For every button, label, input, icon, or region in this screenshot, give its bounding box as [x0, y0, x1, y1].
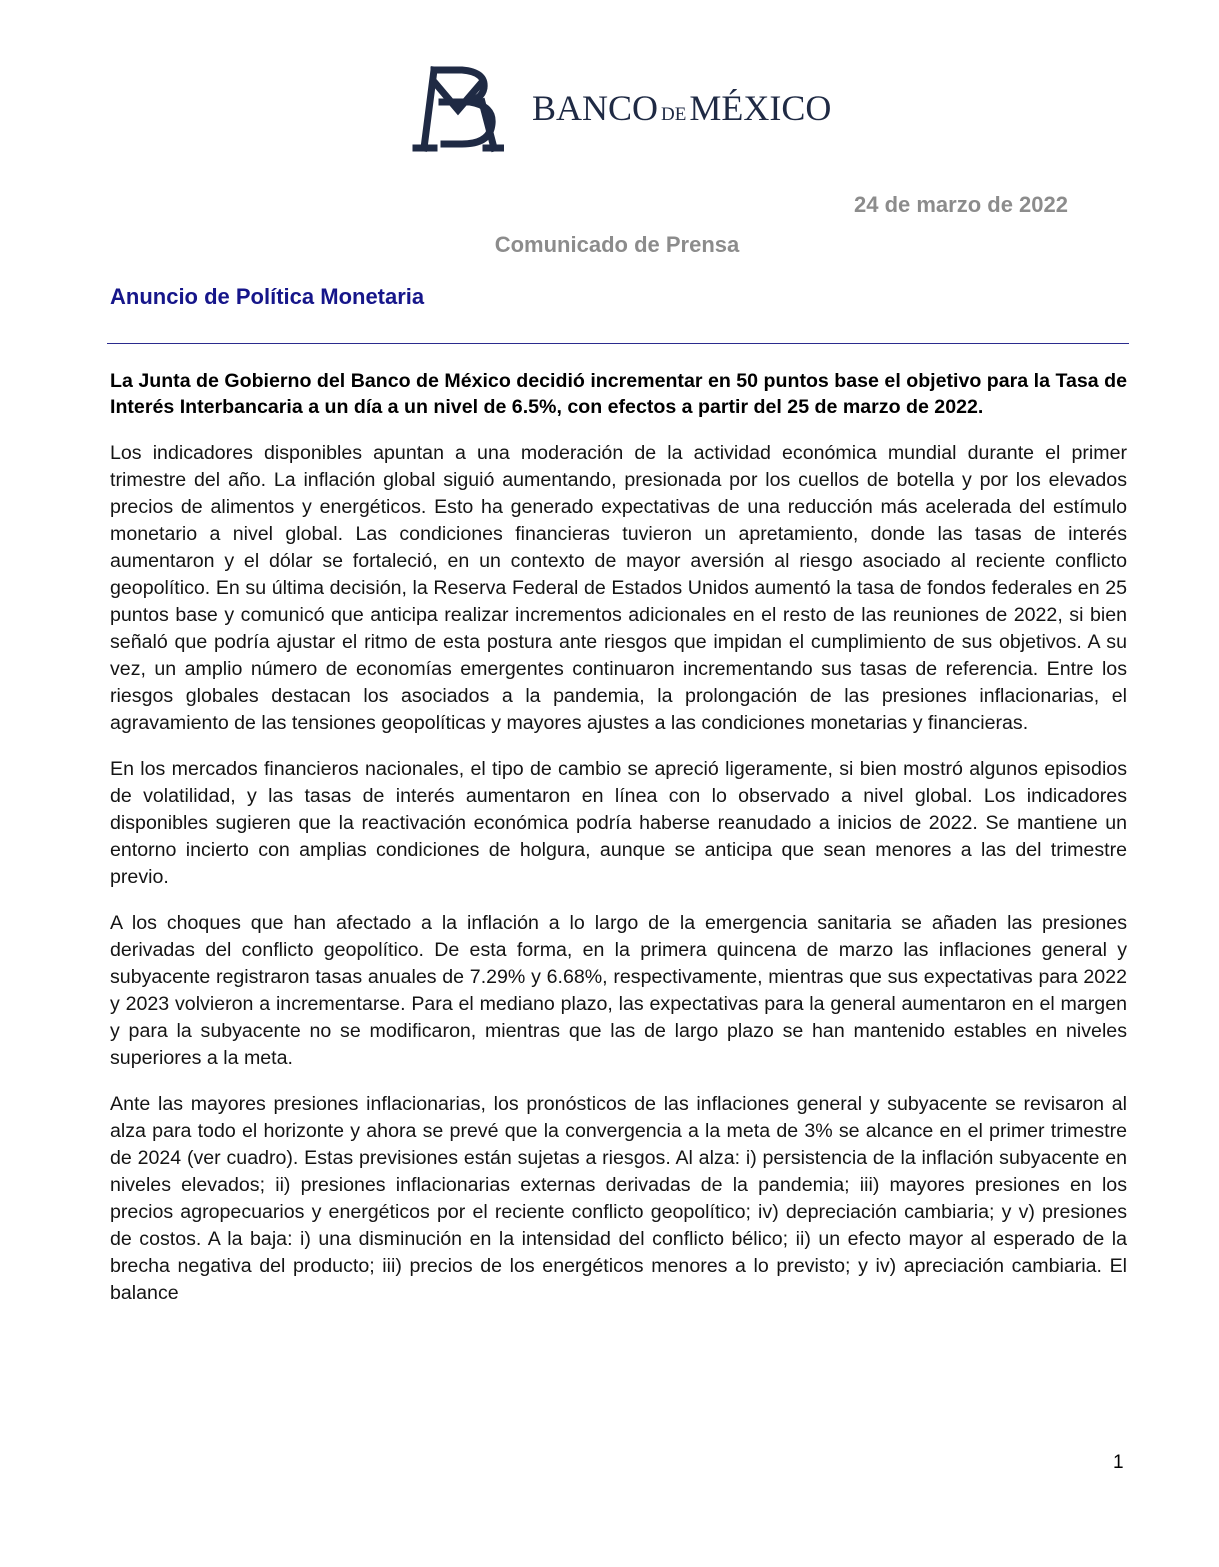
paragraph-forecasts-risks: Ante las mayores presiones inflacionarias, los pronósticos de las inflaciones general y subyacente se revisaron al alza para todo el horizonte y ahora se prevé que la convergencia a la meta de 3% se alcance en el primer trimestre de 2024 (ver cuadro). Estas previsiones están sujetas a riesgos. Al alza: i) persistencia de la inflación subyacente en niveles elevados; ii) presiones inflacionarias externas derivadas de la pandemia; iii) mayores presiones en los precios agropecuarios y energéticos por el reciente conflicto geopolítico; iv) depreciación cambiaria; y v) presiones de costos. A la baja: i) una disminución en la intensidad del conflicto bélico; ii) un efecto mayor al esperado de la brecha negativa del producto; iii) precios de los energéticos menores a lo previsto; y iv) apreciación cambiaria. El balance	[110, 1093, 1127, 1304]
paragraph-inflation: A los choques que han afectado a la inflación a lo largo de la emergencia sanitaria se añaden las presiones derivadas del conflicto geopolítico. De esta forma, en la primera quincena de marzo las inflaciones general y subyacente registraron tasas anuales de 7.29% y 6.68%, respectivamente, mientras que sus expectativas para 2022 y 2023 volvieron a incrementarse. Para el mediano plazo, las expectativas para la general aumentaron en el margen y para la subyacente no se modificaron, mientras que las de largo plazo se han mantenido estables en niveles superiores a la meta.	[110, 912, 1127, 1069]
page-title: Anuncio de Política Monetaria	[110, 284, 425, 309]
bank-name	[532, 87, 831, 129]
paragraph-domestic-markets: En los mercados financieros nacionales, el tipo de cambio se apreció ligeramente, si bien mostró algunos episodios de volatilidad, y las tasas de interés aumentaron en línea con lo observado a nivel global. Los indicadores disponibles sugieren que la reactivación económica podría haberse reanudado a inicios de 2022. Se mantiene un entorno incierto con amplias condiciones de holgura, aunque se anticipa que sean menores a las del trimestre previo.	[110, 758, 1127, 888]
document-type: Comunicado de Prensa	[494, 232, 740, 257]
release-date: 24 de marzo de 2022	[853, 192, 1068, 217]
bank-logo	[412, 62, 831, 154]
bank-name-part1: BANCO	[532, 88, 659, 128]
bank-name-part3: MÉXICO	[689, 88, 832, 128]
document-body	[110, 368, 1127, 1326]
page-number: 1	[1113, 1452, 1124, 1473]
title-divider	[107, 343, 1129, 344]
bank-name-part2: DE	[661, 104, 687, 125]
bm-monogram-icon	[412, 62, 504, 154]
lead-paragraph: La Junta de Gobierno del Banco de México decidió incrementar en 50 puntos base el objetivo para la Tasa de Interés Interbancaria a un día a un nivel de 6.5%, con efectos a partir del 25 de marzo de 2022.	[110, 370, 1127, 418]
paragraph-global-outlook: Los indicadores disponibles apuntan a una moderación de la actividad económica mundial durante el primer trimestre del año. La inflación global siguió aumentando, presionada por los cuellos de botella y por los elevados precios de alimentos y energéticos. Esto ha generado expectativas de una reducción más acelerada del estímulo monetario a nivel global. Las condiciones financieras tuvieron un apretamiento, donde las tasas de interés aumentaron y el dólar se fortaleció, en un contexto de mayor aversión al riesgo asociado al reciente conflicto geopolítico. En su última decisión, la Reserva Federal de Estados Unidos aumentó la tasa de fondos federales en 25 puntos base y comunicó que anticipa realizar incrementos adicionales en el resto de las reuniones de 2022, si bien señaló que podría ajustar el ritmo de esta postura ante riesgos que impidan el cumplimiento de sus objetivos. A su vez, un amplio número de economías emergentes continuaron incrementando sus tasas de referencia. Entre los riesgos globales destacan los asociados a la pandemia, la prolongación de las presiones inflacionarias, el agravamiento de las tensiones geopolíticas y mayores ajustes a las condiciones monetarias y financieras.	[110, 442, 1127, 734]
